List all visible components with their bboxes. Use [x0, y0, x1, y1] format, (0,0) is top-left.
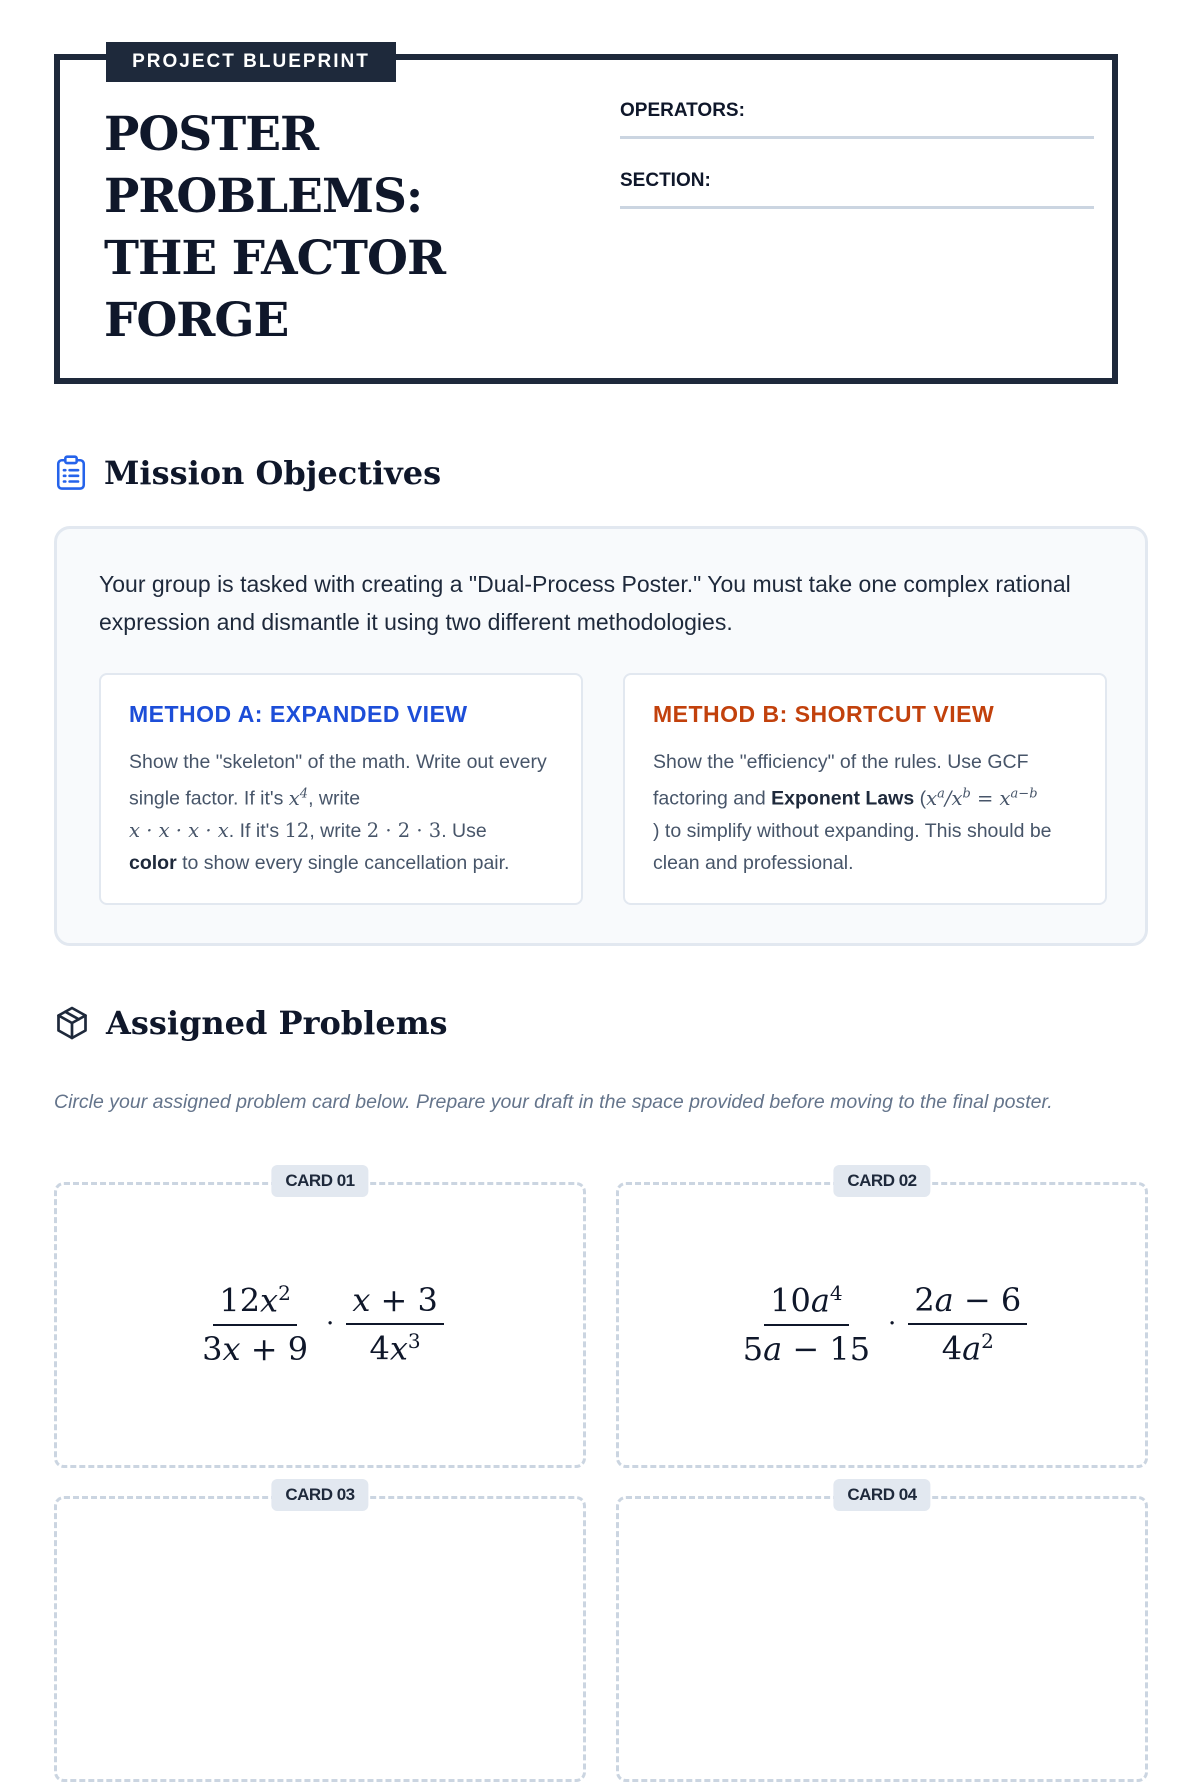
- blueprint-tag: PROJECT BLUEPRINT: [106, 42, 396, 82]
- card-label: CARD 02: [833, 1165, 930, 1197]
- instructions: Circle your assigned problem card below. Prepare your draft in the space provided before moving to the final poster.: [54, 1091, 1053, 1113]
- mission-intro: Your group is tasked with creating a "Dual-Process Poster." You must take one complex rational expression and dismantle it using two different methodologies.: [99, 571, 1071, 635]
- card-expression: $\frac{10a^4}{5a - 15}$ · $\frac{2a - 6}{4a^2}$: [619, 1281, 1145, 1368]
- problem-card-03[interactable]: [54, 1485, 586, 1782]
- problem-card-01[interactable]: [54, 1171, 586, 1468]
- method-b-card: [623, 673, 1107, 905]
- operators-label: OPERATORS:: [620, 100, 745, 121]
- operators-line: [620, 136, 1094, 139]
- section-title: Assigned Problems: [106, 1004, 448, 1042]
- problem-card-04[interactable]: [616, 1485, 1148, 1782]
- card-label: CARD 03: [271, 1479, 368, 1511]
- clipboard-list-icon: [54, 454, 88, 492]
- method-a-title: METHOD A: EXPANDED VIEW: [129, 701, 468, 727]
- package-icon: [54, 1005, 90, 1041]
- title-line: FORGE: [104, 293, 289, 348]
- mission-box: [54, 526, 1148, 946]
- title-line: THE FACTOR: [104, 231, 446, 286]
- mission-heading: [54, 454, 441, 492]
- card-expression: $\frac{12x^2}{3x + 9}$ · $\frac{x + 3}{4x^3}$: [57, 1281, 583, 1368]
- card-label: CARD 01: [271, 1165, 368, 1197]
- poster-title: [104, 104, 564, 352]
- section-label: SECTION:: [620, 170, 711, 191]
- method-b-title: METHOD B: SHORTCUT VIEW: [653, 701, 995, 727]
- section-title: Mission Objectives: [104, 454, 442, 492]
- title-line: POSTER: [104, 107, 319, 162]
- section-line: [620, 206, 1094, 209]
- card-label: CARD 04: [833, 1479, 930, 1511]
- method-b-text: Show the "efficiency" of the rules. Use GCF factoring and Exponent Laws ($x^a/x^b = x^{a-b}$ ) to simplify without expanding. This should be clean and professional.: [653, 751, 1052, 874]
- blueprint-header: [54, 51, 1118, 384]
- problems-heading: [54, 1004, 448, 1042]
- section-field[interactable]: [620, 170, 1094, 209]
- operators-field[interactable]: [620, 100, 1094, 139]
- method-a-text: Show the "skeleton" of the math. Write out every single factor. If it's $x^4$, write x · x · x · x. If it's 12, write 2 · 2 · 3. Use color to show every single cancellation pair.: [129, 751, 547, 874]
- problem-card-02[interactable]: [616, 1171, 1148, 1468]
- method-a-card: [99, 673, 583, 905]
- title-line: PROBLEMS:: [104, 169, 423, 224]
